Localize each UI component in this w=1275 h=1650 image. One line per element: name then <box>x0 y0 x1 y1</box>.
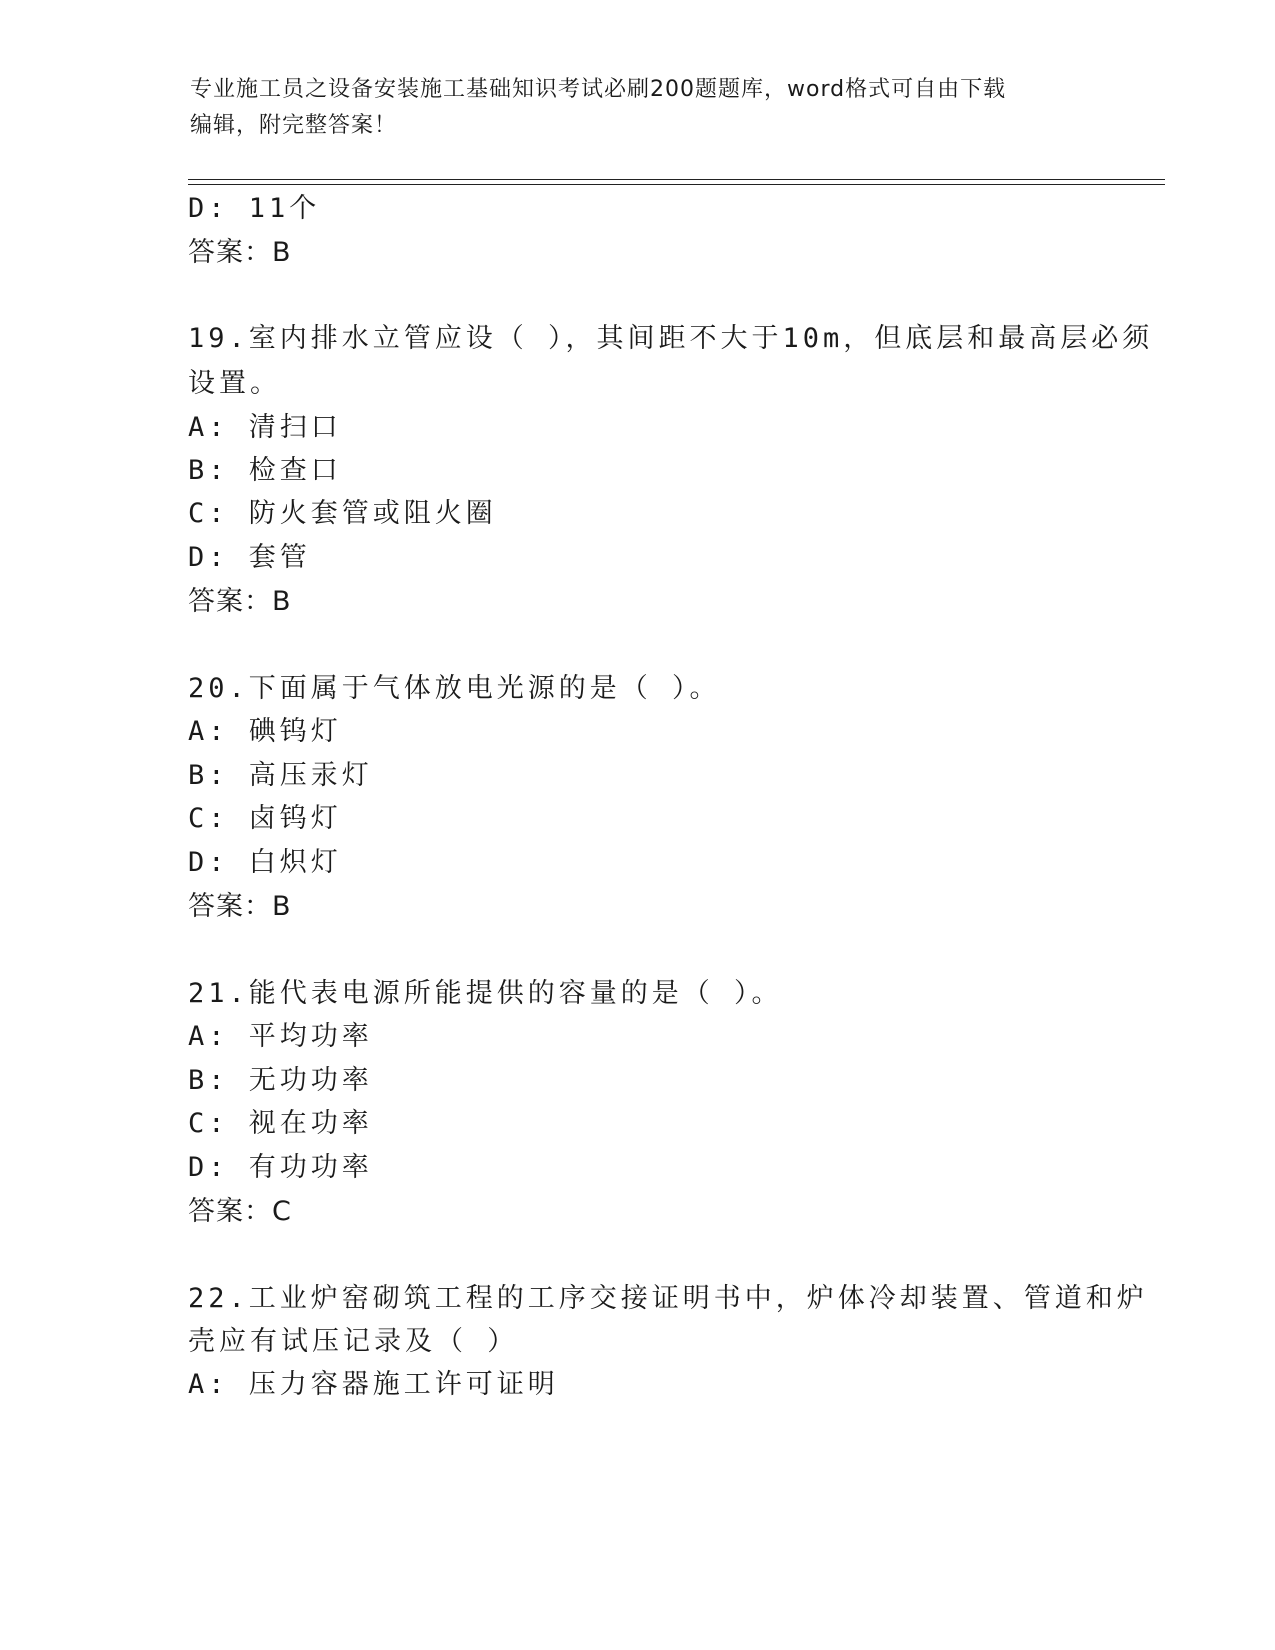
q20-option-d: D: 白炽灯 <box>188 847 342 878</box>
header-title-line-1: 专业施工员之设备安装施工基础知识考试必刷200题题库，word格式可自由下载 <box>190 77 1007 102</box>
q20-option-a: A: 碘钨灯 <box>188 716 342 747</box>
q19-stem-line-2: 设置。 <box>188 368 281 399</box>
q18-answer: 答案：B <box>188 237 292 268</box>
q19-option-c: C: 防火套管或阻火圈 <box>188 498 497 529</box>
q19-option-b: B: 检查口 <box>188 455 342 486</box>
q19-stem-line-1: 19.室内排水立管应设（ ），其间距不大于10m，但底层和最高层必须 <box>188 323 1154 354</box>
header-divider-top <box>188 179 1165 180</box>
document-header <box>190 72 1070 144</box>
q21-option-d: D: 有功功率 <box>188 1152 373 1183</box>
q21-option-b: B: 无功功率 <box>188 1065 373 1096</box>
q20-option-b: B: 高压汞灯 <box>188 760 373 791</box>
q19-option-d: D: 套管 <box>188 542 311 573</box>
q22-stem-line-1: 22.工业炉窑砌筑工程的工序交接证明书中，炉体冷却装置、管道和炉 <box>188 1283 1148 1314</box>
q20-option-c: C: 卤钨灯 <box>188 803 342 834</box>
q21-answer: 答案：C <box>188 1196 292 1227</box>
q21-stem-line-1: 21.能代表电源所能提供的容量的是（ ）。 <box>188 978 783 1009</box>
q18-option-d: D: 11个 <box>188 193 321 224</box>
q22-stem-line-2: 壳应有试压记录及（ ） <box>188 1326 519 1357</box>
q19-option-a: A: 清扫口 <box>188 412 342 443</box>
q21-option-c: C: 视在功率 <box>188 1108 373 1139</box>
q20-answer: 答案：B <box>188 891 292 922</box>
q19-answer: 答案：B <box>188 586 292 617</box>
q21-option-a: A: 平均功率 <box>188 1021 373 1052</box>
header-title-line-2: 编辑，附完整答案！ <box>190 113 398 138</box>
header-divider-bottom <box>188 184 1165 185</box>
q20-stem-line-1: 20.下面属于气体放电光源的是（ ）。 <box>188 673 721 704</box>
q22-option-a: A: 压力容器施工许可证明 <box>188 1369 559 1400</box>
